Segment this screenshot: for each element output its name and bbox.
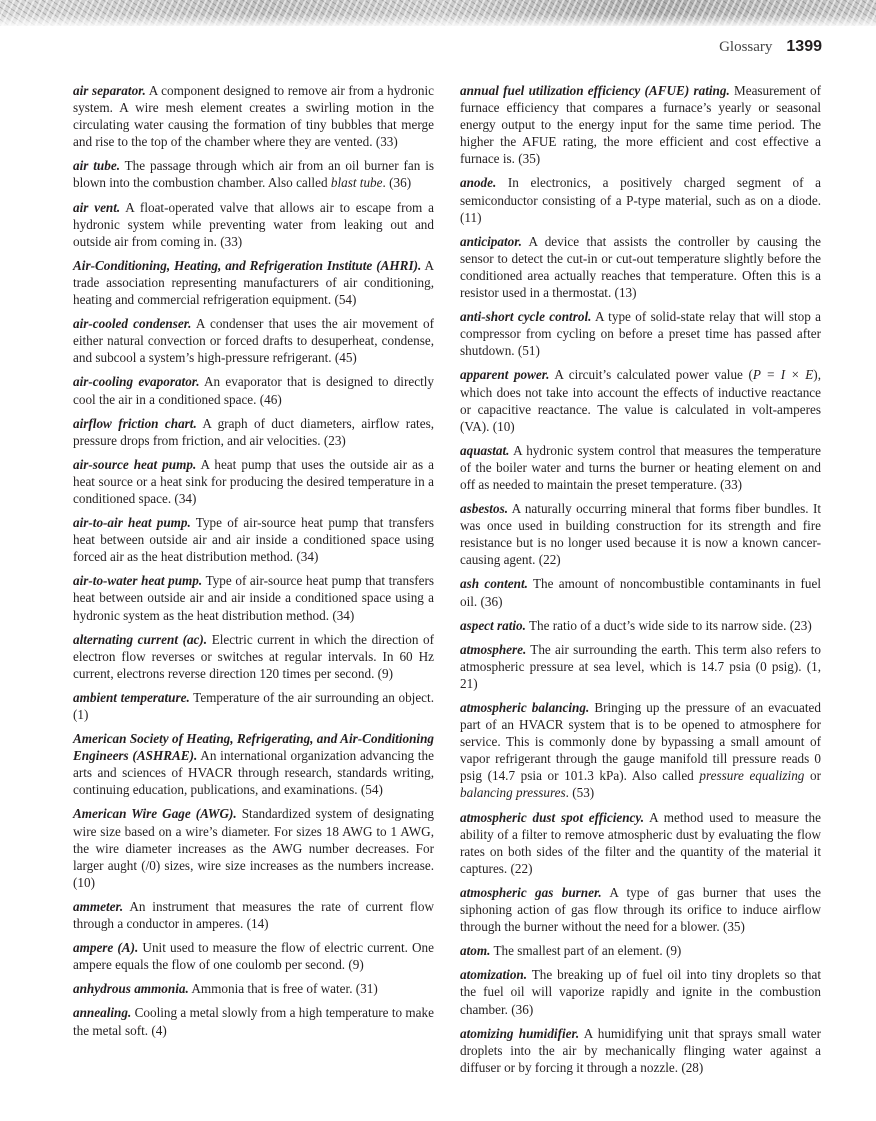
entry-alternate-term: balancing pressures: [460, 785, 566, 801]
section-title: Glossary: [719, 39, 773, 55]
glossary-entry: [460, 1025, 821, 1076]
entry-definition: An evaporator that is designed to directly cool the air in a conditioned space. (46): [73, 374, 434, 407]
entry-term: airflow friction chart.: [73, 415, 197, 431]
entry-definition: Unit used to measure the flow of electric current. One ampere equals the flow of one coulomb per second. (9): [73, 940, 435, 973]
entry-definition: The smallest part of an element. (9): [490, 943, 682, 959]
entry-term: anticipator.: [460, 233, 522, 249]
entry-term: air-cooled condenser.: [73, 316, 192, 332]
glossary-entry: [460, 617, 821, 634]
glossary-entry: [73, 730, 434, 798]
entry-term: atmosphere.: [460, 641, 527, 657]
entry-term: atmospheric dust spot efficiency.: [460, 809, 645, 825]
left-column: [73, 82, 434, 1046]
glossary-entry: [73, 689, 434, 723]
entry-term: anhydrous ammonia.: [73, 981, 189, 997]
entry-term: air tube.: [73, 158, 120, 174]
entry-term: anti-short cycle control.: [460, 309, 592, 325]
entry-definition: A component designed to remove air from a hydronic system. A wire mesh element creates a swirling motion in the circulating water causing the formation of tiny bubbles that merge and rise to the top of the chamber where they are vented. (33): [73, 83, 434, 150]
entry-definition-tail: ), which does not take into account the effects of inductive reactance or capacitive reactance. The value is calculated in volt-amperes (VA). (10): [460, 367, 821, 434]
glossary-entry: [73, 898, 434, 932]
entry-term: American Wire Gage (AWG).: [73, 806, 237, 822]
entry-definition: A type of gas burner that uses the siphoning action of gas flow through its orifice to induce airflow through the burner without the need for a blower. (35): [460, 884, 821, 935]
glossary-entry: [460, 966, 821, 1017]
entry-definition: A hydronic system control that measures the temperature of the boiler water and turns the burner or heating element on and off as needed to maintain the preset temperature. (33): [460, 442, 821, 492]
glossary-entry: [460, 575, 821, 609]
glossary-entry: [73, 82, 434, 150]
glossary-entry: [460, 82, 821, 167]
entry-term: aspect ratio.: [460, 617, 526, 633]
entry-definition: In electronics, a positively charged segment of a semiconductor consisting of a P-type material, such as on a diode. (11): [460, 175, 821, 225]
entry-term: atmospheric gas burner.: [460, 884, 602, 900]
glossary-entry: [73, 373, 434, 407]
entry-definition: A condenser that uses the air movement of either natural convection or forced drafts to desuperheat, condense, and subcool a system’s high-pressure refrigerant. (45): [73, 316, 434, 366]
entry-term: anode.: [460, 175, 497, 191]
entry-definition: The ratio of a duct’s wide side to its narrow side. (23): [525, 617, 812, 633]
page-number: 1399: [786, 38, 822, 55]
entry-definition: The air surrounding the earth. This term also refers to atmospheric pressure at sea level, which is 14.7 psia (0 psig). (1, 21): [460, 641, 821, 691]
entry-term: ammeter.: [73, 898, 124, 914]
entry-definition: The breaking up of fuel oil into tiny droplets so that the fuel oil will vaporize rapidly and ignite in the combustion chamber. (36): [460, 967, 821, 1017]
entry-definition: Cooling a metal slowly from a high temperature to make the metal soft. (4): [73, 1005, 434, 1038]
entry-term: atmospheric balancing.: [460, 700, 590, 715]
entry-definition: An international organization advancing the arts and sciences of HVACR through research, standards writing, continuing education, publications, and examinations. (54): [73, 748, 434, 798]
entry-definition-tail: . (36): [382, 175, 412, 191]
entry-formula: P = I × E: [752, 367, 814, 383]
entry-term: air separator.: [73, 83, 146, 98]
entry-term: American Society of Heating, Refrigerating, and Air-Conditioning Engineers (ASHRAE).: [73, 731, 434, 764]
entry-definition: The passage through which air from an oil burner fan is blown into the combustion chamber. Also called: [73, 158, 434, 191]
entry-term: air-to-water heat pump.: [73, 573, 203, 589]
glossary-entry: [460, 699, 821, 802]
entry-term: atomizing humidifier.: [460, 1025, 580, 1041]
glossary-entry: [460, 442, 821, 493]
entry-definition: Type of air-source heat pump that transfers heat between outside air and air inside a conditioned space using forced air as the heat distribution method. (34): [73, 515, 434, 565]
entry-definition: A device that assists the controller by causing the sensor to detect the cut-in or cut-out temperature slightly before the conditioned area actually reaches that temperature. Often this is a resistor used in a thermostat. (13): [460, 233, 821, 301]
entry-term: atomization.: [460, 967, 528, 983]
glossary-entry: [73, 1004, 434, 1038]
entry-term: Air-Conditioning, Heating, and Refrigeration Institute (AHRI).: [73, 257, 422, 273]
entry-definition: A graph of duct diameters, airflow rates, pressure drops from friction, and air velocities. (23): [73, 415, 434, 448]
entry-definition: Electric current in which the direction of electron flow reverses or switches at regular intervals. In 60 Hz current, electrons reverse direction 120 times per second. (9): [73, 631, 435, 681]
entry-definition: Bringing up the pressure of an evacuated part of an HVACR system that is to be opened to atmosphere for service. This is commonly done by bypassing a small amount of vapor refrigerant through the gauge manifold till pressure reads 0 psig (14.7 psia or 101.3 kPa). Also called: [460, 700, 821, 784]
entry-term: alternating current (ac).: [73, 631, 208, 647]
glossary-entry: [460, 641, 821, 692]
banner-fade: [0, 14, 876, 28]
entry-definition: A method used to measure the ability of a filter to remove atmospheric dust by evaluating the flow rates on both sides of the filter and the quantity of the material it captures. (22): [460, 809, 821, 876]
glossary-entry: [73, 157, 434, 191]
entry-term: ambient temperature.: [73, 689, 190, 705]
entry-definition: A naturally occurring mineral that forms fiber bundles. It was once used in building construction for its strength and fire resistance but is no longer used because it is now a known cancer-causing agent. (22): [460, 501, 821, 568]
glossary-entry: [460, 366, 821, 434]
glossary-entry: [460, 809, 821, 877]
entry-alternate-term: pressure equalizing: [699, 768, 805, 784]
glossary-entry: [73, 805, 434, 890]
entry-definition: A humidifying unit that sprays small water droplets into the air by mechanically flinging water against a diffuser or by forcing it through a nozzle. (28): [460, 1025, 821, 1075]
glossary-entry: [73, 257, 434, 308]
glossary-entry: [73, 199, 434, 250]
glossary-entry: [460, 233, 821, 301]
entry-definition: Ammonia that is free of water. (31): [188, 981, 378, 997]
entry-term: atom.: [460, 943, 491, 959]
glossary-entry: [73, 631, 434, 682]
glossary-entry: [460, 500, 821, 568]
entry-term: annealing.: [73, 1005, 132, 1021]
entry-term: air-source heat pump.: [73, 456, 197, 472]
entry-term: apparent power.: [460, 367, 550, 383]
glossary-entry: [460, 884, 821, 935]
glossary-entry: [460, 308, 821, 359]
glossary-entry: [73, 456, 434, 507]
entry-term: ampere (A).: [73, 940, 139, 956]
running-head: [719, 38, 822, 56]
entry-definition: A heat pump that uses the outside air as a heat source or a heat sink for producing the desired temperature in a conditioned space. (34): [73, 456, 434, 506]
entry-definition: Temperature of the air surrounding an object. (1): [73, 689, 434, 722]
entry-definition: Measurement of furnace efficiency that compares a furnace’s yearly or seasonal energy output to the energy input for the same time period. The higher the AFUE rating, the more efficient and cost effective a furnace is. (35): [460, 83, 821, 167]
entry-definition: Type of air-source heat pump that transfers heat between outside air and air inside a conditioned space using a hydronic system as the heat distribution method. (34): [73, 573, 434, 623]
right-column: [460, 82, 821, 1083]
glossary-entry: [460, 942, 821, 959]
entry-term: air-cooling evaporator.: [73, 374, 200, 390]
entry-term: air vent.: [73, 199, 121, 215]
entry-definition-tail: . (53): [565, 785, 595, 801]
glossary-entry: [73, 980, 434, 997]
entry-term: annual fuel utilization efficiency (AFUE) rating.: [460, 83, 730, 98]
entry-definition: A trade association representing manufacturers of air conditioning, heating and commercial refrigeration equipment. (54): [73, 257, 434, 308]
entry-definition: A type of solid-state relay that will stop a compressor from cycling on before a preset time has passed after shutdown. (51): [460, 309, 821, 359]
entry-definition: An instrument that measures the rate of current flow through a conductor in amperes. (14): [73, 898, 434, 932]
glossary-entry: [460, 174, 821, 225]
entry-term: aquastat.: [460, 442, 510, 458]
glossary-entry: [73, 415, 434, 449]
entry-definition-mid: or: [804, 768, 821, 784]
entry-term: asbestos.: [460, 501, 508, 517]
glossary-entry: [73, 939, 434, 973]
glossary-entry: [73, 315, 434, 366]
entry-term: air-to-air heat pump.: [73, 515, 191, 531]
entry-alternate-term: blast tube: [330, 175, 383, 191]
entry-definition: A float-operated valve that allows air to escape from a hydronic system while preventing water from leaking out and outside air from coming in. (33): [73, 199, 434, 249]
glossary-entry: [73, 514, 434, 565]
entry-term: ash content.: [460, 576, 528, 592]
entry-definition: Standardized system of designating wire size based on a wire’s diameter. For sizes 18 AWG to 1 AWG, the wire diameter increases as the AWG number decreases. For larger aught (/0) sizes, wire size increases as the numbers increase. (10): [73, 806, 435, 890]
entry-definition: A circuit’s calculated power value (: [549, 367, 753, 383]
entry-definition: The amount of noncombustible contaminants in fuel oil. (36): [460, 576, 821, 609]
glossary-entry: [73, 572, 434, 623]
